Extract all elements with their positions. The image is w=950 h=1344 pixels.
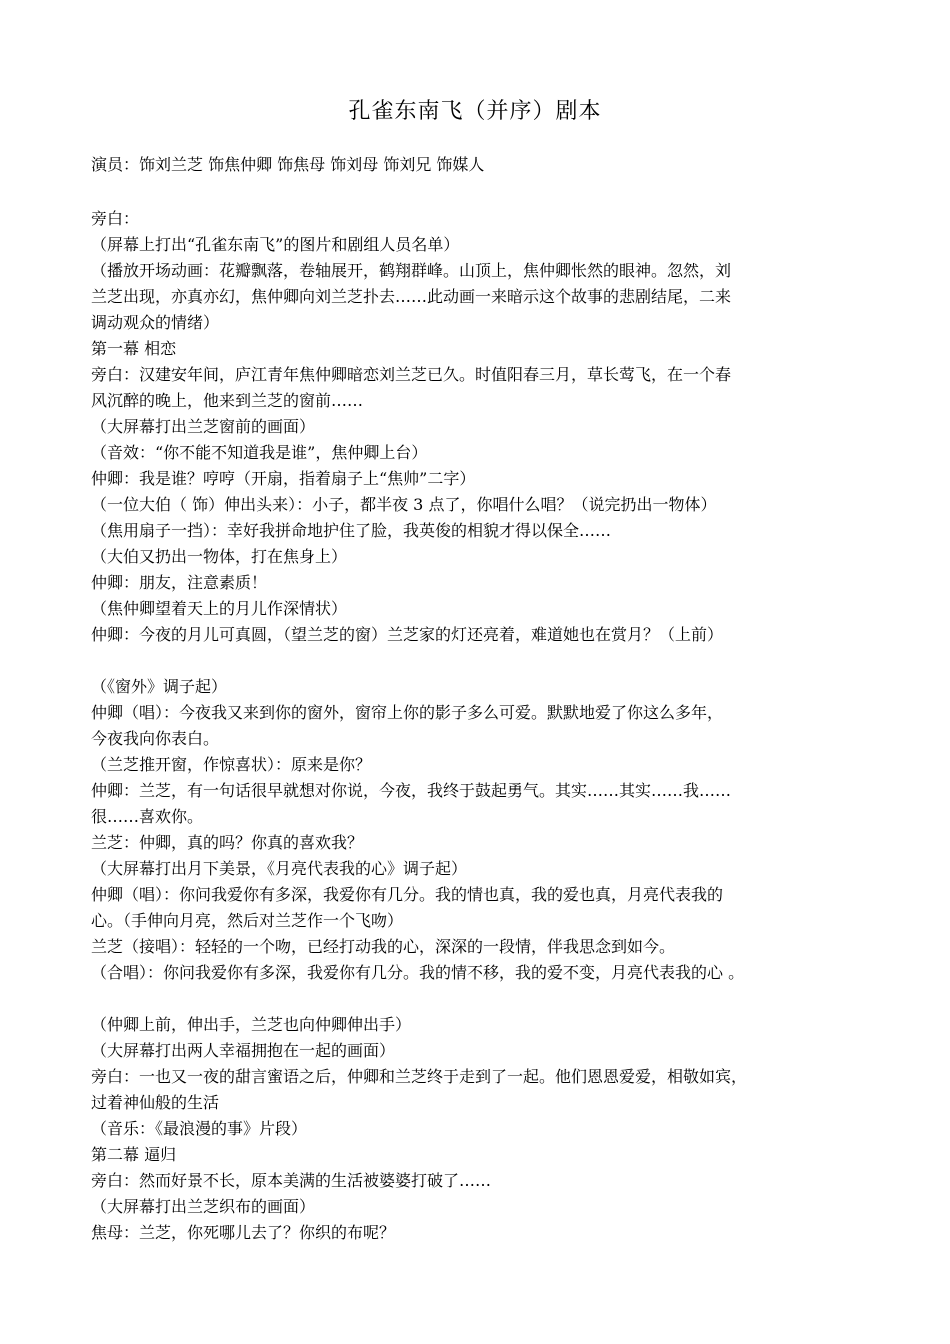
script-line: 心。（手伸向月亮，然后对兰芝作一个飞吻） bbox=[91, 911, 404, 930]
script-line: （一位大伯（ 饰）伸出头来）：小子，都半夜 3 点了，你唱什么唱？（说完扔出一物体） bbox=[91, 495, 717, 514]
script-line: 过着神仙般的生活 bbox=[91, 1093, 220, 1112]
script-line: （播放开场动画：花瓣飘落，卷轴展开，鹤翔群峰。山顶上，焦仲卿怅然的眼神。忽然，刘 bbox=[91, 261, 732, 280]
script-line: 风沉醉的晚上，他来到兰芝的窗前…… bbox=[91, 391, 364, 410]
script-line: （大屏幕打出兰芝窗前的画面） bbox=[91, 417, 316, 436]
page-title: 孔雀东南飞（并序）剧本 bbox=[348, 99, 602, 124]
script-line: 旁白：汉建安年间，庐江青年焦仲卿暗恋刘兰芝已久。时值阳春三月，草长莺飞，在一个春 bbox=[91, 365, 732, 384]
script-line: 兰芝出现，亦真亦幻，焦仲卿向刘兰芝扑去……此动画一来暗示这个故事的悲剧结尾，二来 bbox=[91, 287, 732, 306]
script-line: 第一幕 相恋 bbox=[91, 339, 177, 358]
script-line: （《窗外》调子起） bbox=[91, 677, 228, 696]
script-line: 仲卿：朋友，注意素质！ bbox=[91, 573, 268, 592]
script-line: 今夜我向你表白。 bbox=[91, 729, 220, 748]
script-line: 仲卿：我是谁？哼哼（开扇，指着扇子上“焦帅”二字） bbox=[91, 469, 476, 488]
script-line: 兰芝（接唱）：轻轻的一个吻，已经打动我的心，深深的一段情，伴我思念到如今。 bbox=[91, 937, 676, 956]
blank-line bbox=[91, 986, 881, 1012]
script-line: 仲卿：今夜的月儿可真圆，（望兰芝的窗）兰芝家的灯还亮着，难道她也在赏月？（上前） bbox=[91, 625, 724, 644]
script-body bbox=[91, 206, 881, 1246]
cast-list: 演员：饰刘兰芝 饰焦仲卿 饰焦母 饰刘母 饰刘兄 饰媒人 bbox=[91, 155, 485, 174]
script-line: 旁白：然而好景不长，原本美满的生活被婆婆打破了…… bbox=[91, 1171, 492, 1190]
script-line: （音乐：《最浪漫的事》片段） bbox=[91, 1119, 308, 1138]
script-line: 仲卿（唱）：你问我爱你有多深，我爱你有几分。我的情也真，我的爱也真，月亮代表我的 bbox=[91, 885, 724, 904]
script-line: （音效：“你不能不知道我是谁”，焦仲卿上台） bbox=[91, 443, 428, 462]
script-line: 仲卿：兰芝，有一句话很早就想对你说，今夜，我终于鼓起勇气。其实……其实……我…… bbox=[91, 781, 732, 800]
script-line: （大屏幕打出月下美景，《月亮代表我的心》调子起） bbox=[91, 859, 468, 878]
script-line: （大伯又扔出一物体，打在焦身上） bbox=[91, 547, 348, 566]
script-line: （焦用扇子一挡）：幸好我拼命地护住了脸，我英俊的相貌才得以保全…… bbox=[91, 521, 612, 540]
script-line: 第二幕 逼归 bbox=[91, 1145, 177, 1164]
script-line: （仲卿上前，伸出手，兰芝也向仲卿伸出手） bbox=[91, 1015, 412, 1034]
script-line: （焦仲卿望着天上的月儿作深情状） bbox=[91, 599, 348, 618]
script-line: 兰芝：仲卿，真的吗？你真的喜欢我？ bbox=[91, 833, 364, 852]
script-line: 旁白： bbox=[91, 209, 140, 228]
script-line: 很……喜欢你。 bbox=[91, 807, 204, 826]
script-line: 调动观众的情绪） bbox=[91, 313, 220, 332]
script-line: 仲卿（唱）：今夜我又来到你的窗外，窗帘上你的影子多么可爱。默默地爱了你这么多年， bbox=[91, 703, 724, 722]
script-line: （屏幕上打出“孔雀东南飞”的图片和剧组人员名单） bbox=[91, 235, 460, 254]
script-line: （大屏幕打出两人幸福拥抱在一起的画面） bbox=[91, 1041, 396, 1060]
script-line: （合唱）：你问我爱你有多深，我爱你有几分。我的情不移，我的爱不变，月亮代表我的心 。 bbox=[91, 963, 745, 982]
script-line: 焦母：兰芝，你死哪儿去了？你织的布呢？ bbox=[91, 1223, 396, 1242]
script-line: （兰芝推开窗，作惊喜状）：原来是你？ bbox=[91, 755, 372, 774]
script-line: 旁白：一也又一夜的甜言蜜语之后，仲卿和兰芝终于走到了一起。他们恩恩爱爱，相敬如宾， bbox=[91, 1067, 748, 1086]
blank-line bbox=[91, 648, 881, 674]
script-line: （大屏幕打出兰芝织布的画面） bbox=[91, 1197, 316, 1216]
